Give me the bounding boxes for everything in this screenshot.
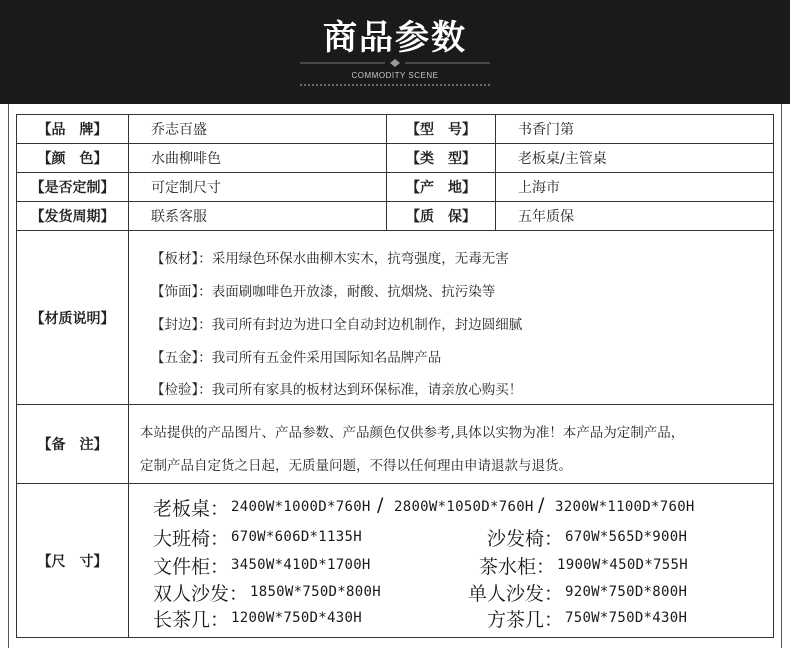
single-sofa-name: 单人沙发：: [468, 583, 564, 605]
origin-label: 【产 地】: [386, 172, 496, 202]
custom-value: 可定制尺寸: [128, 172, 387, 202]
material-line-hardware: 【五金】：我司所有五金件采用国际知名品牌产品: [151, 350, 442, 366]
material-label: 【材质说明】: [16, 230, 129, 405]
long-tea-table-name: 长茶几：: [153, 609, 230, 631]
boss-desk-size-1: 2400W*1000D*760H: [231, 499, 371, 515]
boss-desk-size-3: 3200W*1100D*760H: [555, 499, 695, 515]
color-label: 【颜 色】: [16, 143, 129, 173]
notes-line-2: 定制产品自定货之日起，无质量问题，不得以任何理由申请退款与退货。: [140, 458, 572, 474]
custom-label: 【是否定制】: [16, 172, 129, 202]
double-sofa-name: 双人沙发：: [153, 583, 249, 605]
notes-label: 【备 注】: [16, 404, 129, 484]
executive-chair-name: 大班椅：: [153, 528, 230, 550]
type-value: 老板桌/主管桌: [495, 143, 774, 173]
page-header: [0, 0, 790, 104]
square-tea-table-size: 750W*750D*430H: [565, 610, 688, 626]
boss-desk-size-2: 2800W*1050D*760H: [394, 499, 534, 515]
executive-chair-size: 670W*606D*1135H: [231, 529, 362, 545]
type-label: 【类 型】: [386, 143, 496, 173]
color-value: 水曲柳啡色: [128, 143, 387, 173]
dimensions-label: 【尺 寸】: [16, 483, 129, 638]
sofa-chair-size: 670W*565D*900H: [565, 529, 688, 545]
page-title: 商品参数: [323, 18, 467, 58]
tea-cabinet-size: 1900W*450D*755H: [557, 557, 688, 573]
model-value: 书香门第: [495, 114, 774, 144]
material-line-inspection: 【检验】：我司所有家具的板材达到环保标准，请亲放心购买！: [151, 382, 523, 398]
material-line-edge: 【封边】：我司所有封边为进口全自动封边机制作，封边圆细腻: [151, 317, 523, 333]
brand-label: 【品 牌】: [16, 114, 129, 144]
notes-line-1: 本站提供的产品图片、产品参数、产品颜色仅供参考,具体以实物为准！本产品为定制产品，: [140, 425, 685, 441]
tea-cabinet-name: 茶水柜：: [479, 556, 556, 578]
brand-value: 乔志百盛: [128, 114, 387, 144]
material-line-board: 【板材】：采用绿色环保水曲柳木实木，抗弯强度，无毒无害: [151, 251, 509, 267]
single-sofa-size: 920W*750D*800H: [565, 584, 688, 600]
material-line-finish: 【饰面】：表面刷咖啡色开放漆，耐酸、抗烟烧、抗污染等: [151, 284, 496, 300]
origin-value: 上海市: [495, 172, 774, 202]
warranty-value: 五年质保: [495, 201, 774, 231]
model-label: 【型 号】: [386, 114, 496, 144]
page-subtitle: COMMODITY SCENE: [351, 71, 439, 80]
warranty-label: 【质 保】: [386, 201, 496, 231]
boss-desk-separator-1: /: [377, 494, 384, 516]
header-divider: [0, 58, 790, 68]
spec-sheet: [8, 104, 782, 648]
file-cabinet-name: 文件柜：: [153, 556, 230, 578]
square-tea-table-name: 方茶几：: [487, 609, 564, 631]
delivery-label: 【发货周期】: [16, 201, 129, 231]
header-decoration: [300, 84, 490, 86]
sofa-chair-name: 沙发椅：: [487, 528, 564, 550]
long-tea-table-size: 1200W*750D*430H: [231, 610, 362, 626]
double-sofa-size: 1850W*750D*800H: [250, 584, 381, 600]
boss-desk-separator-2: /: [538, 494, 545, 516]
file-cabinet-size: 3450W*410D*1700H: [231, 557, 371, 573]
delivery-value: 联系客服: [128, 201, 387, 231]
boss-desk-name: 老板桌：: [153, 498, 230, 520]
